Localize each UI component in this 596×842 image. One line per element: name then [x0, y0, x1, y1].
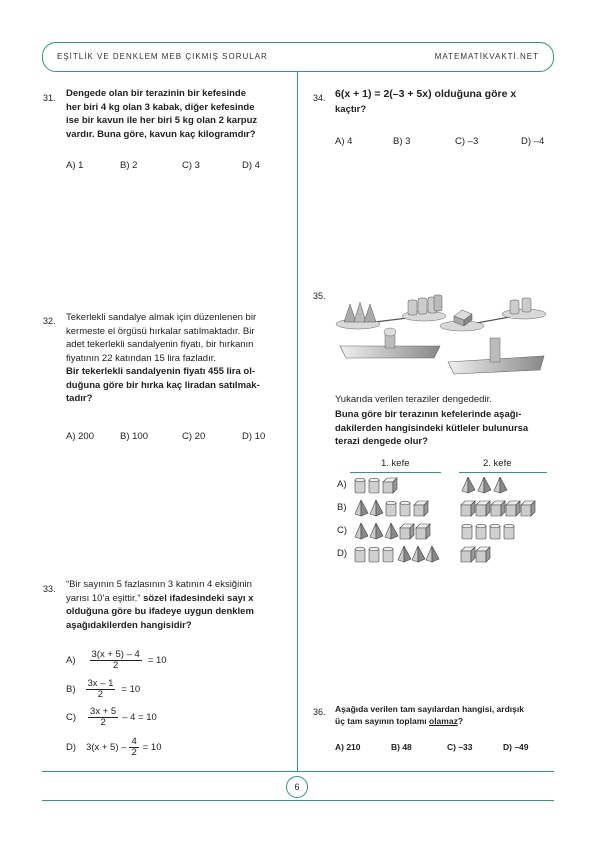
q33-option-b-rhs: = 10 — [121, 684, 141, 695]
q35-option-b-label[interactable]: B) — [337, 502, 347, 513]
fraction-numerator: 3(x + 5) – 4 — [91, 649, 140, 660]
q33-option-d-fraction — [129, 737, 138, 758]
cylinder-icon — [504, 524, 514, 539]
q31-line: Dengede olan bir terazinin bir kefesinde — [66, 88, 247, 99]
q36-line-2-pre: üç tam sayının toplamı — [335, 716, 429, 726]
q34-option-d[interactable]: D) –4 — [521, 136, 545, 147]
cube-icon — [491, 501, 505, 516]
q31-text — [66, 87, 296, 141]
scale-right — [440, 298, 546, 374]
q33-option-a-fraction — [90, 650, 142, 671]
cylinder-icon — [355, 478, 365, 493]
fraction-denominator: 2 — [131, 747, 137, 758]
q36-line-1: Aşağıda verilen tam sayılardan hangisi, ardışık — [335, 704, 524, 714]
q31-number: 31. — [43, 93, 56, 103]
q33-line: yarısı 10’a eşittir.” — [66, 592, 141, 604]
q35-caption: Yukarıda verilen teraziler dengededir. — [335, 394, 492, 405]
cube-icon — [506, 501, 520, 516]
q32-option-b[interactable]: B) 100 — [120, 431, 148, 442]
q33-option-d-rhs: = 10 — [142, 742, 162, 753]
q35-col2-header: 2. kefe — [483, 458, 512, 469]
pyramid-icon — [370, 523, 383, 539]
cylinder-icon — [386, 501, 396, 516]
fraction-numerator: 3x + 5 — [90, 706, 117, 717]
cube-icon — [400, 524, 414, 539]
q33-option-c-fraction — [88, 707, 118, 728]
footer-line-top — [42, 771, 554, 772]
q35-bold-line: terazi dengede olur? — [335, 436, 428, 447]
q31-option-b[interactable]: B) 2 — [120, 160, 138, 171]
page-header — [42, 42, 554, 72]
q36-line-2 — [335, 715, 555, 727]
fraction-numerator: 3x – 1 — [87, 678, 114, 689]
q34-option-b[interactable]: B) 3 — [393, 136, 411, 147]
q32-number: 32. — [43, 316, 56, 326]
q34-option-c[interactable]: C) –3 — [455, 136, 479, 147]
q33-option-b[interactable] — [66, 679, 140, 700]
q31-line: vardır. Buna göre, kavun kaç kilogramdır? — [66, 128, 256, 140]
fraction-numerator: 4 — [131, 736, 137, 747]
pyramid-icon — [426, 546, 439, 562]
q33-bold-line: aşağıdakilerden hangisidir? — [66, 619, 192, 631]
pyramid-icon — [478, 477, 491, 493]
q34-equation: 6(x + 1) = 2(–3 + 5x) — [335, 88, 432, 100]
q31-option-d[interactable]: D) 4 — [242, 160, 260, 171]
cube-icon — [476, 501, 490, 516]
cylinder-icon — [400, 501, 410, 516]
cylinder-icon — [490, 524, 500, 539]
q33-option-c[interactable] — [66, 707, 157, 728]
cylinder-icon — [369, 547, 379, 562]
cube-icon — [476, 547, 490, 562]
q32-line: kermeste el örgüsü hırkalar satılmaktadır. Bir — [66, 325, 255, 337]
q34-text-2: kaçtır? — [335, 104, 367, 115]
column-divider — [297, 72, 298, 772]
q33-option-a[interactable] — [66, 650, 167, 671]
q32-bold-line: duğuna göre bir hırka kaç liradan satılmak- — [66, 379, 260, 391]
q31-option-a[interactable]: A) 1 — [66, 160, 84, 171]
q35-option-d-label[interactable]: D) — [337, 548, 348, 559]
q32-option-c[interactable]: C) 20 — [182, 431, 206, 442]
pyramid-icon — [398, 546, 411, 562]
q36-line-2-underlined: olamaz — [429, 716, 458, 726]
q34-line-1 — [335, 87, 555, 102]
q33-option-a-rhs: = 10 — [147, 655, 167, 666]
q33-number: 33. — [43, 584, 56, 594]
q33-bold-line: olduğuna göre bu ifadeye uygun denklem — [66, 606, 254, 617]
q34-option-a[interactable]: A) 4 — [335, 136, 353, 147]
q36-line-2-post: ? — [457, 716, 464, 726]
q35-bold-line: dakilerden hangisindeki kütleler bulunursa — [335, 422, 529, 434]
header-title-right: MATEMATİKVAKTİ.NET — [434, 52, 539, 61]
q35-col1-header: 1. kefe — [381, 458, 410, 469]
q31-line: ise bir kavun ile her biri 5 kg olan 2 karpuz — [66, 115, 258, 126]
cube-icon — [521, 501, 535, 516]
q35-bold-line: Buna göre bir terazının kefelerinde aşağı- — [335, 409, 522, 420]
cube-icon — [414, 501, 428, 516]
q33-text — [66, 578, 296, 632]
q34-text — [335, 87, 555, 117]
q35-col1-rule — [350, 472, 441, 473]
q35-option-a-label[interactable]: A) — [337, 479, 347, 490]
q33-option-d-label: D) — [66, 742, 77, 753]
q36-option-a[interactable]: A) 210 — [335, 742, 361, 752]
q31-option-c[interactable]: C) 3 — [182, 160, 200, 171]
q35-option-c-label[interactable]: C) — [337, 525, 348, 536]
q36-number: 36. — [313, 707, 326, 717]
q33-option-c-rhs: – 4 = 10 — [122, 712, 157, 723]
fraction-denominator: 2 — [100, 717, 106, 728]
footer-line-bottom — [42, 800, 554, 801]
q35-options-shapes — [350, 474, 550, 566]
cylinder-icon — [383, 547, 393, 562]
q32-option-a[interactable]: A) 200 — [66, 431, 94, 442]
q36-option-d[interactable]: D) –49 — [503, 742, 529, 752]
cube-icon — [416, 524, 430, 539]
cube-icon — [461, 547, 475, 562]
q36-option-c[interactable]: C) –33 — [447, 742, 473, 752]
pyramid-icon — [370, 500, 383, 516]
q33-option-b-fraction — [86, 679, 116, 700]
cylinder-icon — [462, 524, 472, 539]
q32-text — [66, 311, 296, 406]
pyramid-icon — [355, 500, 368, 516]
q35-number: 35. — [313, 291, 326, 301]
pyramid-icon — [412, 546, 425, 562]
q34-number: 34. — [313, 93, 326, 103]
q33-option-d-lhs: 3(x + 5) – — [86, 742, 127, 753]
cylinder-icon — [369, 478, 379, 493]
cylinder-icon — [476, 524, 486, 539]
q33-option-d[interactable] — [66, 737, 162, 758]
cylinder-icon — [355, 547, 365, 562]
fraction-denominator: 2 — [97, 689, 104, 700]
q36-text — [335, 703, 555, 727]
q32-line: Tekerlekli sandalye almak için düzenlenen bir — [66, 312, 257, 323]
q33-option-a-label: A) — [66, 655, 76, 666]
q33-inline-bold: sözel ifadesindeki sayı x — [140, 592, 254, 604]
header-title-left: EŞİTLİK VE DENKLEM MEB ÇIKMIŞ SORULAR — [57, 52, 268, 61]
q31-line: her biri 4 kg olan 3 kabak, diğer kefesinde — [66, 101, 255, 113]
q32-line: fiyatının 22 katından 15 lira fazladır. — [66, 352, 216, 364]
q35-col2-rule — [459, 472, 547, 473]
q32-bold-line: tadır? — [66, 393, 93, 404]
cube-icon — [461, 501, 475, 516]
q33-option-b-label: B) — [66, 684, 76, 695]
q33-option-c-label: C) — [66, 712, 77, 723]
q32-option-d[interactable]: D) 10 — [242, 431, 266, 442]
q36-option-b[interactable]: B) 48 — [391, 742, 412, 752]
scale-left — [336, 295, 446, 358]
pyramid-icon — [385, 523, 398, 539]
q33-line: “Bir sayının 5 fazlasının 3 katının 4 eksiğinin — [66, 579, 252, 590]
fraction-denominator: 2 — [113, 660, 119, 671]
balance-scales-illustration — [330, 286, 550, 378]
page-number: 6 — [286, 776, 308, 798]
q33-line-2 — [66, 592, 296, 606]
q35-question — [335, 408, 555, 449]
q32-bold-line: Bir tekerlekli sandalyenin fiyatı 455 lira ol- — [66, 366, 256, 377]
q32-line: adet tekerlekli sandalyenin fiyatı, bir hırkanın — [66, 339, 254, 350]
q34-text-1: olduğuna göre x — [431, 88, 517, 100]
cube-icon — [383, 478, 397, 493]
pyramid-icon — [462, 477, 475, 493]
pyramid-icon — [494, 477, 507, 493]
pyramid-icon — [355, 523, 368, 539]
